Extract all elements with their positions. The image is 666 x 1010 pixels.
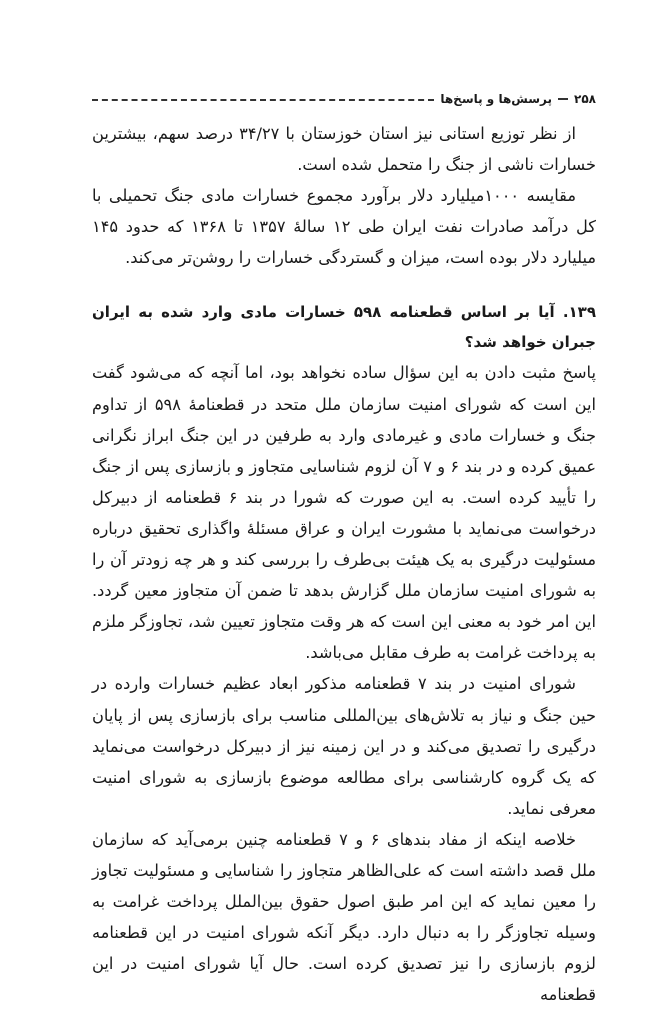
- running-head: [92, 88, 596, 110]
- paragraph: مقایسه ۱۰۰۰میلیارد دلار برآورد مجموع خسارات مادی جنگ تحمیلی با کل درآمد صادرات نفت ایران طی ۱۲ سالهٔ ۱۳۵۷ تا ۱۳۶۸ که حدود ۱۴۵ میلیارد دلار بوده است، میزان و گستردگی خسارات را روشن‌تر می‌کند.: [92, 186, 596, 268]
- page-number: ۲۵۸: [574, 92, 596, 106]
- answer-paragraph: پاسخ مثبت دادن به این سؤال ساده نخواهد بود، اما آنچه که می‌شود گفت این است که شورای امنیت سازمان ملل متحد در قطعنامهٔ ۵۹۸ از تداوم جنگ و خسارات مادی و غیرمادی وارد به طرفین در این جنگ ابراز نگرانی عمیق کرده و در بند ۶ و ۷ آن لزوم شناسایی متجاوز و بازسازی پس از جنگ را تأیید کرده است. به این صورت که شورا در بند ۶ قطعنامه از دبیرکل درخواست می‌نماید با مشورت ایران و عراق مسئلهٔ واگذاری تحقیق درباره مسئولیت درگیری به یک هیئت بی‌طرف را بررسی کند و هر چه زودتر آن را به شورای امنیت سازمان ملل گزارش بدهد تا ضمن آن متجاوز معین گردد. این امر خود به معنی این است که هر وقت متجاوز تعیین شد، تجاوزگر ملزم به پرداخت غرامت به طرف مقابل می‌باشد.: [92, 363, 597, 663]
- answer-paragraph: خلاصه اینکه از مفاد بندهای ۶ و ۷ قطعنامه چنین برمی‌آید که سازمان ملل قصد داشته است که علی‌الظاهر متجاوز را شناسایی و مسئولیت تجاوز را معین نماید که این امر طبق اصول حقوق بین‌الملل پرداخت غرامت به وسیله تجاوزگر را به دنبال دارد. دیگر آنکه شورای امنیت در این قطعنامه لزوم بازسازی را نیز تصدیق کرده است. حال آیا شورای امنیت در این قطعنامه: [92, 829, 596, 1005]
- question-heading: ۱۳۹. آیا بر اساس قطعنامه ۵۹۸ خسارات مادی وارد شده به ایران جبران خواهد شد؟: [92, 303, 596, 352]
- paragraph: از نظر توزیع استانی نیز استان خوزستان با ۳۴/۲۷ درصد سهم، بیشترین خسارات ناشی از جنگ را متحمل شده است.: [92, 124, 596, 175]
- running-head-title: پرسش‌ها و پاسخ‌ها: [440, 92, 553, 106]
- answer-paragraph: شورای امنیت در بند ۷ قطعنامه مذکور ابعاد عظیم خسارات وارده در حین جنگ و نیاز به تلاش‌های بین‌المللی مناسب برای بازسازی پس از پایان درگیری را تصدیق می‌کند و در این زمینه نیز از دبیرکل درخواست می‌نماید که یک گروه کارشناسی برای مطالعه موضوع بازسازی به شورای امنیت معرفی نماید.: [92, 674, 596, 818]
- body-text: [92, 118, 596, 1010]
- header-dashed-rule: [92, 99, 434, 101]
- header-dash: [558, 98, 568, 100]
